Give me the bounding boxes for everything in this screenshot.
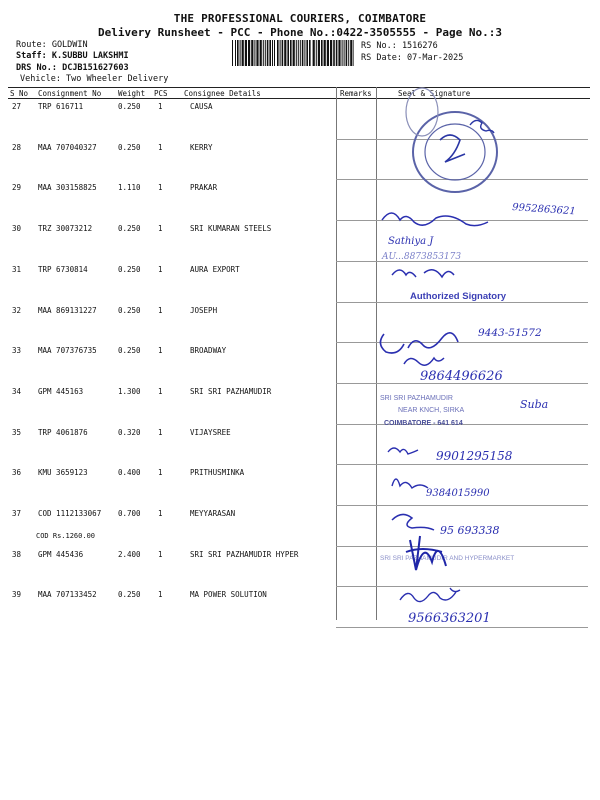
row-consignee: SRI KUMARAN STEELS [190,224,272,233]
handwritten-name-suba: Suba [520,398,549,411]
col-sno: S No [10,89,29,98]
barcode-bar [282,40,284,66]
row-separator [336,302,588,303]
barcode-bar [342,40,343,66]
row-sno: 30 [12,224,22,233]
row-consignment-no: MAA 707376735 [38,346,97,355]
barcode-bar [267,40,269,66]
row-pcs: 1 [158,183,163,192]
barcode-bar [280,40,281,66]
barcode-bar [333,40,335,66]
barcode-bar [240,40,241,66]
col-weight: Weight [118,89,146,98]
row-sno: 37 [12,509,22,518]
row-separator [336,424,588,425]
row-consignment-no: MAA 869131227 [38,306,97,315]
row-separator [336,505,588,506]
barcode-bar [263,40,264,66]
row-weight: 0.700 [118,509,141,518]
row-weight: 0.250 [118,306,141,315]
row-separator [336,464,588,465]
handwritten-name-sathiya: Sathiya J [388,236,434,247]
handwriting-phones [380,202,576,626]
barcode-bar [338,40,340,66]
row-consignment-no: MAA 707133452 [38,590,97,599]
barcode-bar [327,40,329,66]
row-consignee: PRITHUSMINKA [190,468,245,477]
route: Route: GOLDWIN [16,40,88,50]
stamp-row34-line3: COIMBATORE - 641 614 [384,420,463,427]
barcode-bar [302,40,304,66]
row-pcs: 1 [158,143,163,152]
row-separator [336,220,588,221]
row-consignment-no: COD 1112133067 [38,509,102,518]
rs-date: RS Date: 07-Mar-2025 [361,53,464,63]
barcode-bar [300,40,301,66]
row-weight: 0.250 [118,224,141,233]
barcode-bar [309,40,311,66]
seal-kerry [406,88,497,192]
runsheet-subtitle: Delivery Runsheet - PCC - Phone No.:0422-3505555 - Page No.:3 [98,26,502,39]
handwritten-phone-7: 9566363201 [408,611,491,626]
seal-divider [376,87,377,620]
row-pcs: 1 [158,428,163,437]
row-consignment-no: TRP 4061876 [38,428,88,437]
barcode-bar [274,40,275,66]
stamp-row34-line2: NEAR KNCH, SIRKA [398,407,465,414]
barcode-bar [344,40,345,66]
header-rule-bottom [8,98,590,99]
row-sno: 29 [12,183,22,192]
barcode-bar [277,40,279,66]
row-pcs: 1 [158,387,163,396]
row-consignee: MEYYARASAN [190,509,236,518]
row-weight: 1.300 [118,387,141,396]
barcode-bar [353,40,354,66]
row-weight: 0.250 [118,143,141,152]
row-consignee: SRI SRI PAZHAMUDIR [190,387,272,396]
barcode-bar [348,40,349,66]
vehicle: Vehicle: Two Wheeler Delivery [20,74,169,84]
row-sno: 39 [12,590,22,599]
barcode-bar [336,40,338,66]
row-pcs: 1 [158,265,163,274]
barcode-bar [272,40,273,66]
authorized-signatory-stamp: Authorized Signatory [410,291,507,302]
row-pcs: 1 [158,306,163,315]
drs-value: DCJB151627603 [62,63,129,73]
row-consignee: JOSEPH [190,306,218,315]
barcode-bar [318,40,320,66]
col-seal-signature: Seal & Signature [398,89,471,98]
row-sno: 35 [12,428,22,437]
barcode-bar [304,40,305,66]
col-remarks: Remarks [340,89,372,98]
row-separator [336,261,588,262]
stamp-row38: SRI SRI PAZHAMUDIR AND HYPERMARKET [380,555,515,562]
row-sno: 31 [12,265,22,274]
handwritten-phone-5: 9384015990 [426,488,490,499]
barcode-bar [321,40,323,66]
row-consignee: BROADWAY [190,346,227,355]
row-consignment-no: TRZ 30073212 [38,224,93,233]
row-consignee: VIJAYSREE [190,428,231,437]
barcode-bar [306,40,308,66]
row-consignee: KERRY [190,143,213,152]
row-consignee: MA POWER SOLUTION [190,590,267,599]
row-weight: 0.320 [118,428,141,437]
barcode-bar [242,40,244,66]
row-consignment-no: MAA 707040327 [38,143,97,152]
barcode-bar [260,40,262,66]
barcode-bar [290,40,292,66]
row-separator [336,627,588,628]
row-weight: 0.400 [118,468,141,477]
row-separator [336,139,588,140]
row-sno: 32 [12,306,22,315]
row-consignment-no: TRP 616711 [38,102,84,111]
row-weight: 0.250 [118,265,141,274]
remarks-divider [336,87,337,620]
barcode-bar [293,40,295,66]
col-consignment: Consignment No [38,89,102,98]
row-consignee: SRI SRI PAZHAMUDIR HYPER [190,550,299,559]
barcode [232,40,354,66]
handwritten-phone-6: 95 693338 [440,524,500,537]
drs-number [16,63,129,73]
row-consignment-no: KMU 3659123 [38,468,88,477]
col-pcs: PCS [154,89,168,98]
row-separator [336,383,588,384]
row-consignment-no: GPM 445436 [38,550,84,559]
row-pcs: 1 [158,509,163,518]
row-pcs: 1 [158,346,163,355]
row-separator [336,342,588,343]
barcode-bar [330,40,332,66]
row-pcs: 1 [158,550,163,559]
barcode-bar [245,40,247,66]
row-sno: 36 [12,468,22,477]
barcode-bar [287,40,289,66]
staff-name: K.SUBBU LAKSHMI [51,51,129,61]
row-consignee: PRAKAR [190,183,218,192]
stamp-text-row30: AU...8873853173 [382,252,462,262]
barcode-bar [316,40,317,66]
header-rule-top [8,87,590,88]
row-sno: 27 [12,102,22,111]
handwritten-phone-1: 9952863621 [511,202,577,218]
row-sno: 28 [12,143,22,152]
barcode-bar [346,40,348,66]
barcode-bar [284,40,286,66]
barcode-bar [313,40,315,66]
row-separator [336,546,588,547]
row-sno: 33 [12,346,22,355]
row-consignee: CAUSA [190,102,213,111]
barcode-bar [324,40,326,66]
row-sno: 38 [12,550,22,559]
row-separator [336,179,588,180]
row-weight: 0.250 [118,102,141,111]
row-weight: 1.110 [118,183,141,192]
barcode-bar [350,40,352,66]
row-consignment-no: TRP 6730814 [38,265,88,274]
row-consignment-no: MAA 303158825 [38,183,97,192]
row-weight: 2.400 [118,550,141,559]
row-pcs: 1 [158,468,163,477]
barcode-bar [256,40,258,66]
row-separator [336,586,588,587]
barcode-bar [269,40,271,66]
handwritten-phone-4: 9901295158 [436,449,513,463]
row-pcs: 1 [158,590,163,599]
row-sno: 34 [12,387,22,396]
barcode-bar [235,40,236,66]
barcode-bar [248,40,250,66]
row-consignee: AURA EXPORT [190,265,240,274]
stamp-row34-line1: SRI SRI PAZHAMUDIR [380,395,453,402]
barcode-bar [251,40,253,66]
barcode-bar [237,40,239,66]
staff [16,51,129,61]
drs-label: DRS No.: [16,63,57,73]
handwritten-phone-2: 9443-51572 [478,327,542,339]
row-pcs: 1 [158,102,163,111]
rs-number: RS No.: 1516276 [361,41,438,51]
row-pcs: 1 [158,224,163,233]
barcode-bar [296,40,297,66]
handwritten-phone-3: 9864496626 [420,369,503,384]
company-title: THE PROFESSIONAL COURIERS, COIMBATORE [173,12,427,25]
barcode-bar [265,40,266,66]
staff-label: Staff: [16,51,47,61]
barcode-bar [254,40,255,66]
row-consignment-no: GPM 445163 [38,387,84,396]
barcode-bar [298,40,299,66]
cod-amount: COD Rs.1260.00 [36,532,96,540]
row-weight: 0.250 [118,346,141,355]
barcode-bar [232,40,233,66]
row-weight: 0.250 [118,590,141,599]
col-consignee: Consignee Details [184,89,261,98]
